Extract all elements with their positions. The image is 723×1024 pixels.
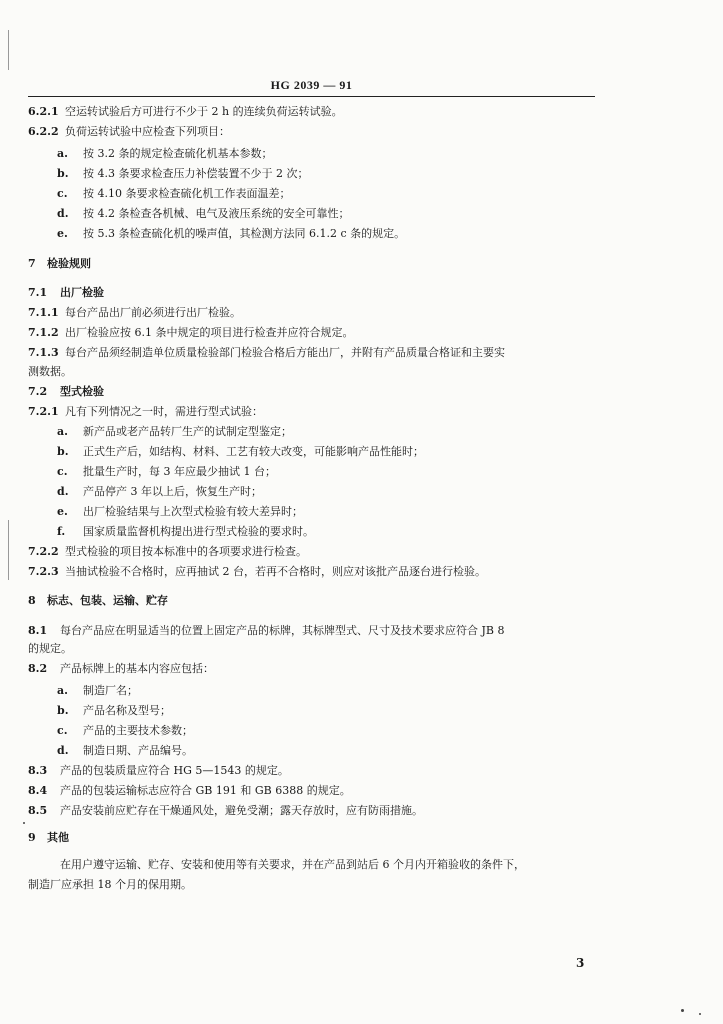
clause-number: 7.1.2	[28, 326, 59, 339]
clause-text: 国家质量监督机构提出进行型式检验的要求时。	[83, 525, 314, 538]
clause-text: 每台产品须经制造单位质量检验部门检验合格后方能出厂，并附有产品质量合格证和主要实	[65, 346, 505, 359]
clause-text: 型式检验的项目按本标准中的各项要求进行检查。	[65, 545, 307, 558]
clause-text: 按 5.3 条检查硫化机的噪声值，其检测方法同 6.1.2 c 条的规定。	[83, 227, 406, 240]
clause-number: 6.2.2	[28, 125, 59, 138]
clause-number: b.	[57, 167, 69, 180]
clause-number: 7.1.3	[28, 346, 59, 359]
clause-text: 当抽试检验不合格时，应再抽试 2 台，若再不合格时，则应对该批产品逐台进行检验。	[65, 565, 486, 578]
clause-text: 产品的主要技术参数；	[83, 724, 193, 737]
scan-edge-mark	[8, 30, 9, 70]
clause-text: 批量生产时，每 3 年应最少抽试 1 台；	[83, 465, 276, 478]
clause-number: b.	[57, 445, 69, 458]
clause-number: 7	[28, 257, 36, 270]
clause-number: a.	[57, 684, 68, 697]
clause-text: 标志、包装、运输、贮存	[47, 594, 168, 607]
clause-text: 出厂检验结果与上次型式检验有较大差异时；	[83, 505, 303, 518]
clause-number: 7.1.1	[28, 306, 59, 319]
clause-text: 新产品或老产品转厂生产的试制定型鉴定；	[83, 425, 292, 438]
clause-text: 制造厂名；	[83, 684, 138, 697]
clause-number: c.	[57, 724, 68, 737]
page-header: HG 2039 — 91	[270, 78, 353, 92]
clause-text: 每台产品应在明显适当的位置上固定产品的标牌，其标牌型式、尺寸及技术要求应符合 JB 8	[60, 624, 505, 637]
clause-number: 8.3	[28, 764, 48, 777]
clause-number: 9	[28, 831, 36, 844]
clause-text: 产品的包装质量应符合 HG 5—1543 的规定。	[60, 764, 289, 777]
clause-text: 出厂检验	[60, 286, 104, 299]
clause-text: 正式生产后，如结构、材料、工艺有较大改变，可能影响产品性能时；	[83, 445, 424, 458]
clause-number: 8.2	[28, 662, 48, 675]
clause-number: b.	[57, 704, 69, 717]
clause-number: c.	[57, 465, 68, 478]
clause-text: 的规定。	[28, 642, 72, 655]
clause-text: 每台产品出厂前必须进行出厂检验。	[65, 306, 241, 319]
clause-number: e.	[57, 227, 68, 240]
clause-text: 产品名称及型号；	[83, 704, 171, 717]
scan-edge-mark	[8, 520, 9, 580]
clause-text: 凡有下列情况之一时，需进行型式试验：	[65, 405, 263, 418]
clause-text: 按 4.10 条要求检查硫化机工作表面温差；	[83, 187, 291, 200]
clause-text: 负荷运转试验中应检查下列项目：	[65, 125, 230, 138]
clause-number: 7.2.3	[28, 565, 59, 578]
clause-text: 空运转试验后方可进行不少于 2 h 的连续负荷运转试验。	[65, 105, 343, 118]
clause-number: d.	[57, 207, 69, 220]
clause-text: 在用户遵守运输、贮存、安装和使用等有关要求，并在产品到站后 6 个月内开箱验收的条件下，	[60, 858, 525, 871]
clause-text: 制造日期、产品编号。	[83, 744, 193, 757]
clause-text: 按 4.2 条检查各机械、电气及液压系统的安全可靠性；	[83, 207, 350, 220]
clause-number: 7.2.1	[28, 405, 59, 418]
clause-number: 8.5	[28, 804, 48, 817]
clause-number: c.	[57, 187, 68, 200]
clause-text: 产品标牌上的基本内容应包括：	[60, 662, 214, 675]
clause-number: 8	[28, 594, 36, 607]
clause-number: d.	[57, 485, 69, 498]
clause-text: 其他	[47, 831, 69, 844]
clause-number: e.	[57, 505, 68, 518]
clause-number: 8.4	[28, 784, 48, 797]
clause-text: 出厂检验应按 6.1 条中规定的项目进行检查并应符合规定。	[65, 326, 354, 339]
scan-speck	[23, 822, 25, 824]
clause-text: 检验规则	[47, 257, 91, 270]
clause-number: 7.1	[28, 286, 48, 299]
clause-number: a.	[57, 147, 68, 160]
clause-text: 按 4.3 条要求检查压力补偿装置不少于 2 次；	[83, 167, 309, 180]
clause-text: 制造厂应承担 18 个月的保用期。	[28, 878, 192, 891]
clause-number: 6.2.1	[28, 105, 59, 118]
clause-number: 8.1	[28, 624, 48, 637]
clause-text: 测数据。	[28, 365, 72, 378]
clause-text: 产品停产 3 年以上后，恢复生产时；	[83, 485, 262, 498]
scan-speck	[681, 1009, 684, 1012]
clause-text: 产品的包装运输标志应符合 GB 191 和 GB 6388 的规定。	[60, 784, 351, 797]
clause-text: 产品安装前应贮存在干燥通风处，避免受潮；露天存放时，应有防雨措施。	[60, 804, 423, 817]
scan-speck	[699, 1013, 701, 1015]
clause-number: f.	[57, 525, 66, 538]
clause-number: a.	[57, 425, 68, 438]
header-rule	[28, 96, 595, 97]
page-number: 3	[576, 956, 585, 970]
clause-number: d.	[57, 744, 69, 757]
clause-text: 按 3.2 条的规定检查硫化机基本参数；	[83, 147, 273, 160]
clause-number: 7.2	[28, 385, 48, 398]
clause-number: 7.2.2	[28, 545, 59, 558]
clause-text: 型式检验	[60, 385, 104, 398]
